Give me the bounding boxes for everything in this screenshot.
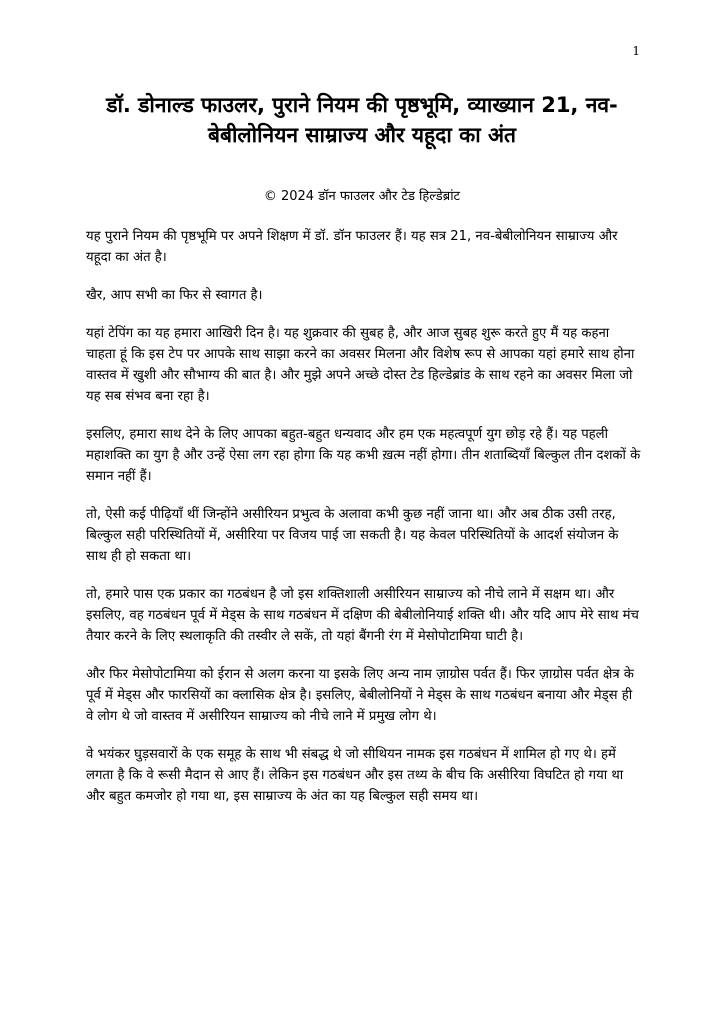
- page-number: 1: [632, 44, 640, 58]
- paragraph-scythians: वे भयंकर घुड़सवारों के एक समूह के साथ भी संबद्ध थे जो सीथियन नामक इस गठबंधन में शामिल हो गए थे। हमें लगता है कि वे रूसी मैदान से आए हैं। लेकिन इस गठबंधन और इस तथ्य के बीच कि असीरिया विघटित हो गया था और बहुत कमजोर हो गया था, इस साम्राज्य के अंत का यह बिल्कुल सही समय था।: [86, 747, 624, 804]
- document-body: [86, 226, 642, 824]
- paragraph-generations: तो, ऐसी कई पीढ़ियाँ थीं जिन्होंने असीरियन प्रभुत्व के अलावा कभी कुछ नहीं जाना था। और अब ठीक उसी तरह, बिल्कुल सही परिस्थितियों में, असीरिया पर विजय पाई जा सकती है। यह केवल परिस्थितियों के आदर्श संयोजन के साथ ही हो सकता था।: [86, 507, 619, 564]
- paragraph-intro: यह पुराने नियम की पृष्ठभूमि पर अपने शिक्षण में डॉ. डॉन फाउलर हैं। यह सत्र 21, नव-बेबीलोनियन साम्राज्य और यहूदा का अंत है।: [86, 229, 618, 265]
- paragraph-welcome: खैर, आप सभी का फिर से स्वागत है।: [86, 288, 263, 303]
- paragraph-zagros: और फिर मेसोपोटामिया को ईरान से अलग करना या इसके लिए अन्य नाम ज़ाग्रोस पर्वत हैं। फिर ज़ाग्रोस पर्वत क्षेत्र के पूर्व में मेड्स और फारसियों का क्लासिक क्षेत्र है। इसलिए, बेबीलोनियों ने मेड्स के साथ गठबंधन बनाया और मेड्स ही वे लोग थे जो वास्तव में असीरियन साम्राज्य को नीचे लाने में प्रमुख लोग थे।: [86, 667, 634, 724]
- document-title: डॉ. डोनाल्ड फाउलर, पुराने नियम की पृष्ठभूमि, व्याख्यान 21, नव-बेबीलोनियन साम्राज्य और यहूदा का अंत: [106, 93, 618, 147]
- paragraph-coalition: तो, हमारे पास एक प्रकार का गठबंधन है जो इस शक्तिशाली असीरियन साम्राज्य को नीचे लाने में सक्षम था। और इसलिए, वह गठबंधन पूर्व में मेड्स के साथ गठबंधन में दक्षिण की बेबीलोनियाई शक्ति थी। और यदि आप मेरे साथ मंच तैयार करने के लिए स्थलाकृति की तस्वीर ले सकें, तो यहां बैंगनी रंग में मेसोपोटामिया घाटी है।: [86, 587, 639, 644]
- copyright-line: © 2024 डॉन फाउलर और टेड हिल्डेब्रांट: [263, 189, 461, 204]
- paragraph-last-day: यहां टेपिंग का यह हमारा आखिरी दिन है। यह शुक्रवार की सुबह है, और आज सुबह शुरू करते हुए मैं यह कहना चाहता हूं कि इस टेप पर आपके साथ साझा करने का अवसर मिलना और विशेष रूप से आपका यहां हमारे साथ होना वास्तव में खुशी और सौभाग्य की बात है। और मुझे अपने अच्छे दोस्त टेड हिल्डेब्रांड के साथ रहने का अवसर मिला जो यह सब संभव बना रहा है।: [86, 326, 635, 404]
- paragraph-thanks: इसलिए, हमारा साथ देने के लिए आपका बहुत-बहुत धन्यवाद और हम एक महत्वपूर्ण युग छोड़ रहे हैं। यह पहली महाशक्ति का युग है और उन्हें ऐसा लग रहा होगा कि यह कभी ख़त्म नहीं होगा। तीन शताब्दियाँ बिल्कुल तीन दशकों के समान नहीं हैं।: [86, 427, 641, 484]
